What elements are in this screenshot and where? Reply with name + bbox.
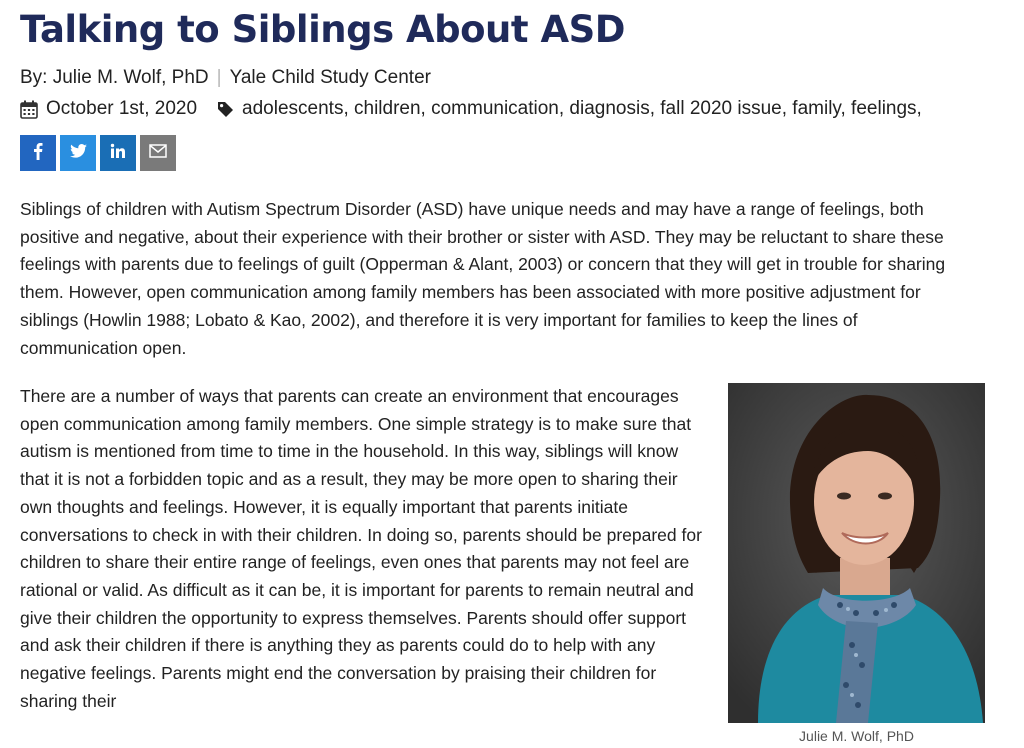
author-photo xyxy=(728,383,985,723)
author-name: By: Julie M. Wolf, PhD xyxy=(20,67,209,88)
publish-date: October 1st, 2020 xyxy=(46,98,198,119)
facebook-icon xyxy=(33,142,43,165)
email-icon xyxy=(149,144,167,163)
byline-separator: | xyxy=(216,67,222,88)
paragraph-body: There are a number of ways that parents can create an environment that encourages open communication among family members. One simple strategy is to make sure that autism is mentioned from time to time in the household. In this way, siblings will know that it is not a forbidden topic and as a result, they may be more open to sharing their own thoughts and feelings. However, it is equally important that parents initiate conversations to check in with their children. In doing so, parents should be prepared for children to share their entire range of feelings, even ones that parents may not feel are rational or valid. As difficult as it can be, it is important for parents to remain neutral and give their children the opportunity to express themselves. Parents should offer support and ask their children if there is anything they as parents could do to help with any negative feelings. Parents might end the conversation by praising their children for sharing their xyxy=(20,386,702,711)
paragraph-intro: Siblings of children with Autism Spectrum Disorder (ASD) have unique needs and may have a range of feelings, both positive and negative, about their experience with their brother or sister with ASD. They may be reluctant to share these feelings with parents due to feelings of guilt (Opperman & Alant, 2003) or concern that they will get in trouble for sharing them. However, open communication among family members has been associated with more positive adjustment for siblings (Howlin 1988; Lobato & Kao, 2002), and therefore it is very important for families to keep the lines of communication open. xyxy=(20,199,946,358)
tag-list[interactable]: adolescents, children, communication, diagnosis, fall 2020 issue, family, feelings, xyxy=(242,98,922,119)
tag-icon xyxy=(217,101,234,118)
calendar-icon xyxy=(20,100,38,119)
email-share-button[interactable] xyxy=(140,135,176,171)
page-title: Talking to Siblings About ASD xyxy=(20,8,625,51)
facebook-share-button[interactable] xyxy=(20,135,56,171)
photo-caption: Julie M. Wolf, PhD xyxy=(799,728,914,744)
article-meta xyxy=(20,98,922,120)
share-bar xyxy=(20,135,180,171)
author-affiliation: Yale Child Study Center xyxy=(229,67,431,88)
linkedin-share-button[interactable] xyxy=(100,135,136,171)
linkedin-icon xyxy=(110,143,126,164)
byline xyxy=(20,67,431,89)
twitter-icon xyxy=(70,144,87,163)
twitter-share-button[interactable] xyxy=(60,135,96,171)
